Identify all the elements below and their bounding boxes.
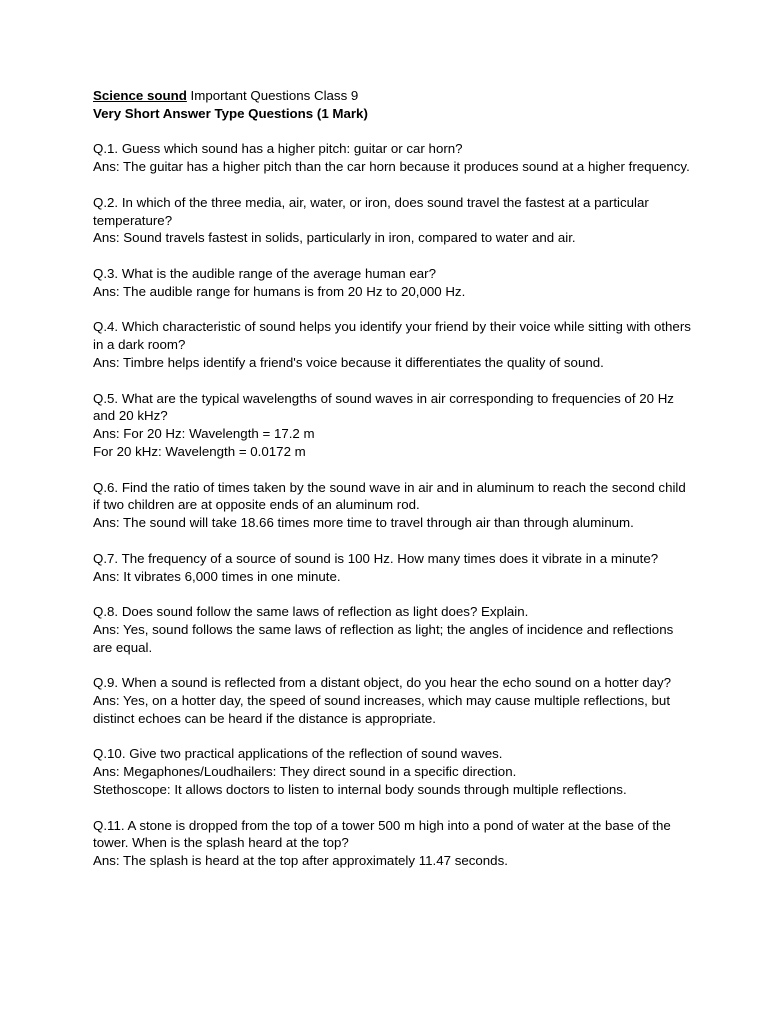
answer-text: Ans: The guitar has a higher pitch than the car horn because it produces sound at a higher frequency. [93, 159, 690, 175]
section-subtitle: Very Short Answer Type Questions (1 Mark) [93, 105, 368, 121]
qa-item [93, 318, 693, 371]
answer-text: Ans: For 20 Hz: Wavelength = 17.2 m [93, 426, 315, 442]
document-page [93, 87, 693, 870]
title-rest: Important Questions Class 9 [186, 88, 359, 103]
question-text: Q.2. In which of the three media, air, water, or iron, does sound travel the fastest at a particular temperature? [93, 194, 649, 228]
qa-item [93, 265, 693, 301]
question-text: Q.3. What is the audible range of the average human ear? [93, 265, 436, 281]
qa-item [93, 479, 693, 532]
qa-item [93, 674, 693, 727]
answer-text: Ans: Yes, sound follows the same laws of reflection as light; the angles of incidence and reflections are equal. [93, 621, 674, 655]
answer-continuation: For 20 kHz: Wavelength = 0.0172 m [93, 443, 306, 459]
answer-text: Ans: The splash is heard at the top after approximately 11.47 seconds. [93, 853, 508, 869]
answer-text: Ans: It vibrates 6,000 times in one minute. [93, 568, 341, 584]
question-text: Q.4. Which characteristic of sound helps you identify your friend by their voice while sitting with others in a dark room? [93, 319, 691, 353]
answer-continuation: Stethoscope: It allows doctors to listen to internal body sounds through multiple reflections. [93, 782, 627, 798]
question-text: Q.9. When a sound is reflected from a distant object, do you hear the echo sound on a hotter day? [93, 675, 672, 691]
question-text: Q.8. Does sound follow the same laws of reflection as light does? Explain. [93, 604, 529, 620]
document-title [93, 87, 693, 105]
qa-item [93, 140, 693, 176]
answer-text: Ans: Yes, on a hotter day, the speed of sound increases, which may cause multiple reflections, but distinct echoes can be heard if the distance is appropriate. [93, 693, 671, 726]
title-underlined: Science sound [93, 88, 187, 103]
question-text: Q.7. The frequency of a source of sound is 100 Hz. How many times does it vibrate in a minute? [93, 550, 659, 566]
qa-list [93, 140, 693, 870]
question-text: Q.11. A stone is dropped from the top of a tower 500 m high into a pond of water at the base of the tower. When is the splash heard at the top? [93, 817, 671, 851]
question-text: Q.10. Give two practical applications of the reflection of sound waves. [93, 746, 503, 762]
qa-item [93, 194, 693, 247]
answer-text: Ans: The audible range for humans is from 20 Hz to 20,000 Hz. [93, 283, 466, 299]
qa-item [93, 390, 693, 461]
qa-item [93, 745, 693, 798]
answer-text: Ans: Sound travels fastest in solids, particularly in iron, compared to water and air. [93, 230, 576, 246]
answer-text: Ans: Megaphones/Loudhailers: They direct sound in a specific direction. [93, 764, 517, 780]
qa-item [93, 550, 693, 586]
answer-text: Ans: Timbre helps identify a friend's voice because it differentiates the quality of sound. [93, 354, 604, 370]
question-text: Q.1. Guess which sound has a higher pitch: guitar or car horn? [93, 141, 463, 157]
question-text: Q.6. Find the ratio of times taken by the sound wave in air and in aluminum to reach the second child if two children are at opposite ends of an aluminum rod. [93, 479, 686, 513]
qa-item [93, 817, 693, 870]
qa-item [93, 603, 693, 656]
answer-text: Ans: The sound will take 18.66 times more time to travel through air than through aluminum. [93, 515, 634, 531]
question-text: Q.5. What are the typical wavelengths of sound waves in air corresponding to frequencies of 20 Hz and 20 kHz? [93, 390, 674, 424]
